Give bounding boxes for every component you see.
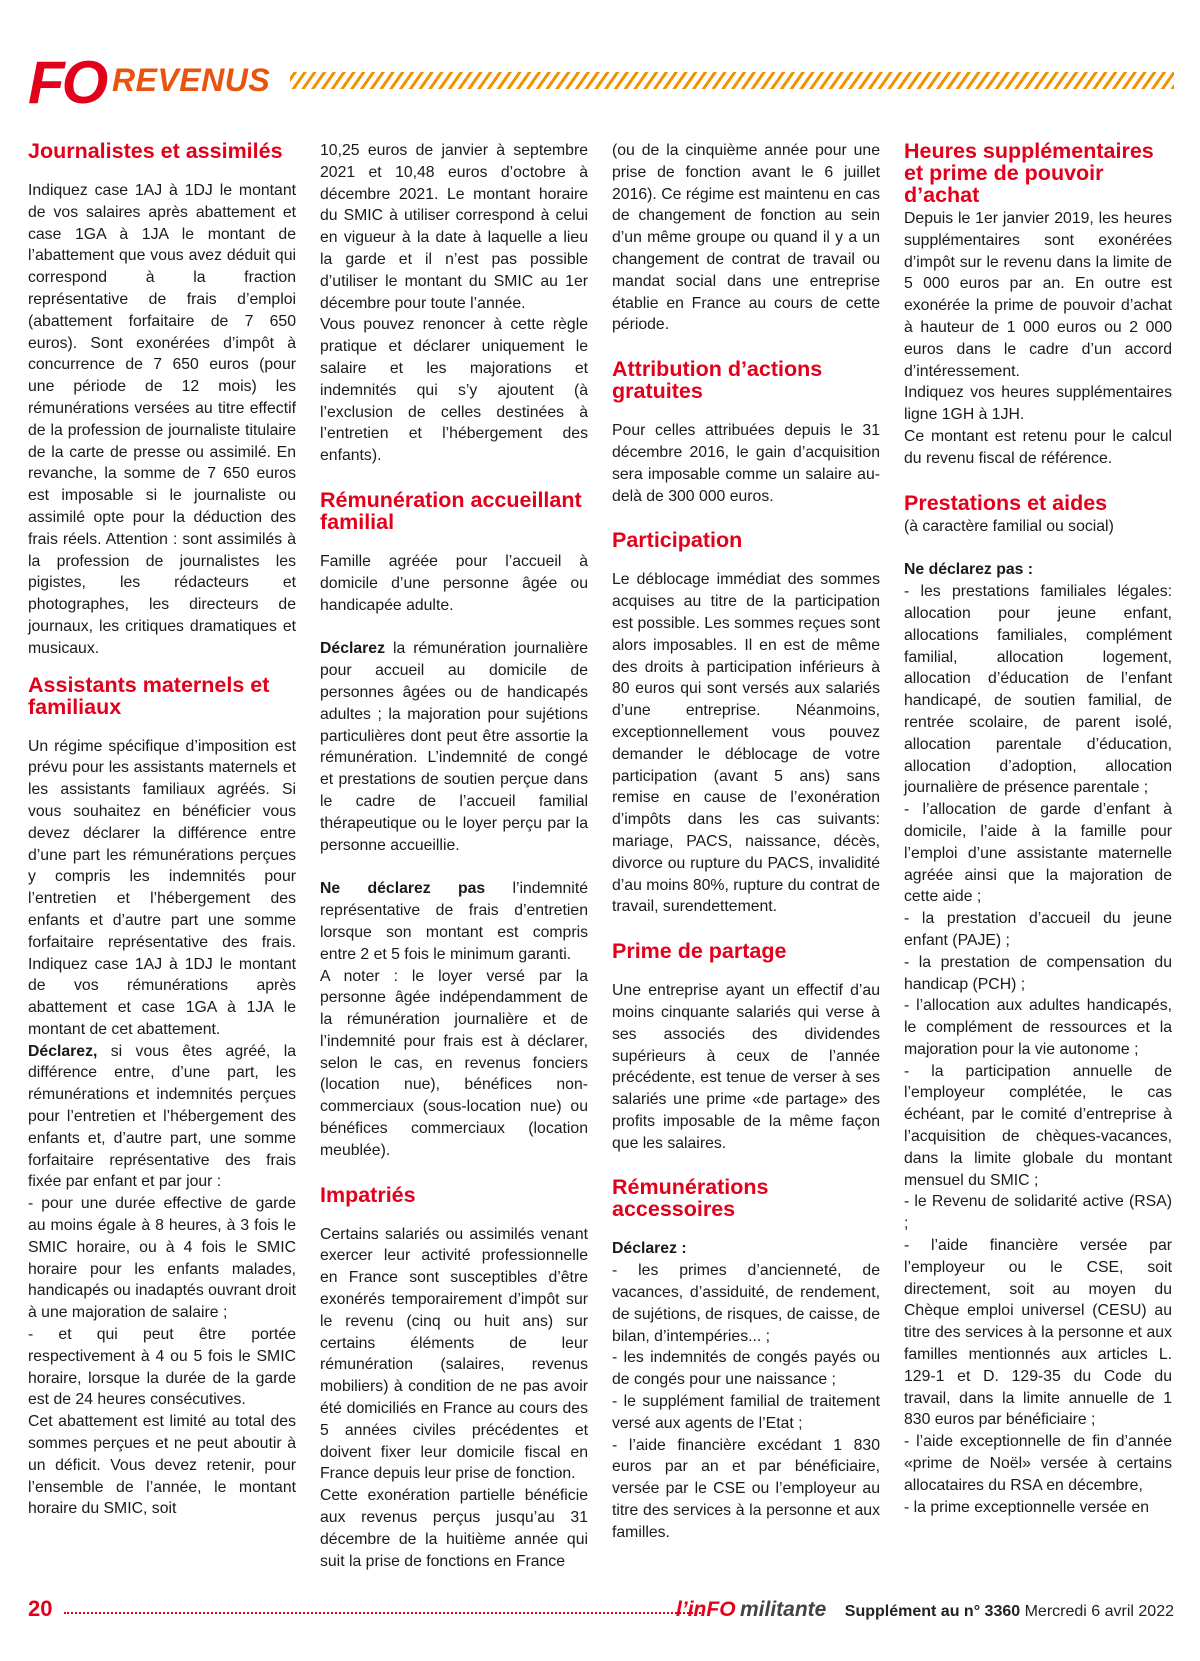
- declarez-text: la rémunération journalière pour accueil au domicile de personnes âgées ou de handicapés adultes ; la majoration pour sujétions particulières dont peut être assortie la rémunération. L’indemnité de congé et prestations de soutien perçue dans le cadre de l’accueil familial thérapeutique ou le loyer perçu par la personne accueillie.: [320, 640, 588, 854]
- publication-info: [676, 1598, 1174, 1622]
- heading-prestations: Prestations et aides: [904, 490, 1108, 515]
- paragraph-declarez: [320, 638, 588, 856]
- column-1: [28, 140, 296, 1520]
- issue-date: Mercredi 6 avril 2022: [1024, 1603, 1174, 1620]
- list-item: - la participation annuelle de l’employeur complétée, le cas échéant, par le comité d’entreprise à l’acquisition de chèques-vacances, dans la limite globale du montant mensuel du SMIC ;: [904, 1062, 1172, 1189]
- list-item: - le supplément familial de traitement versé aux agents de l’Etat ;: [612, 1393, 880, 1432]
- column-2: [320, 140, 588, 1572]
- paragraph-abattement: Cet abattement est limité au total des sommes perçues et ne peut aboutir à un déficit. Vous devez retenir, pour l’ensemble de l’année, le montant horaire du SMIC, soit: [28, 1413, 296, 1518]
- bold-declarez: Déclarez :: [612, 1240, 687, 1258]
- heading-prime-partage: Prime de partage: [612, 939, 787, 964]
- heading-heures-supplementaires: Heures supplémentaires et prime de pouvoir d’achat: [904, 139, 1154, 207]
- paragraph-impatries: Certains salariés ou assimilés venant exercer leur activité professionnelle en France sont susceptibles d’être exonérés temporairement d’impôt sur le revenu (cinq ou huit ans) sur certains éléments de leur rémunération (salaires, revenus mobiliers) à condition de ne pas avoir été domiciliés en France au cours des 5 années civiles précédentes et doivent fixer leur domicile fiscal en France depuis leur prise de fonction.: [320, 1225, 588, 1483]
- list-item: - la prime exceptionnelle versée en: [904, 1498, 1149, 1516]
- list-item: - les primes d’ancienneté, de vacances, d’assiduité, de rendement, de sujétions, de risques, de caisse, de bilan, d’intempéries... ;: [612, 1262, 880, 1345]
- hatched-rule: [290, 72, 1174, 89]
- paragraph-exoneration: Cette exonération partielle bénéficie aux revenus perçus jusqu’au 31 décembre de la huitième année qui suit la prise de fonctions en France: [320, 1487, 588, 1570]
- fo-logo: FO: [28, 49, 106, 116]
- paragraph-renoncer: Vous pouvez renoncer à cette règle pratique et déclarer uniquement le salaire et les majorations et indemnités qui s’y ajoutent (à l’exclusion de celles destinées à l’entretien et l’hébergement des enfants).: [320, 316, 588, 465]
- paragraph-montant: Ce montant est retenu pour le calcul du revenu fiscal de référence.: [904, 427, 1172, 467]
- list-item: - les indemnités de congés payés ou de congés pour une naissance ;: [612, 1349, 880, 1389]
- list-item: - l’aide exceptionnelle de fin d’année «prime de Noël» versée à certains allocataires du RSA en décembre,: [904, 1433, 1172, 1494]
- publication-brand: l’inFO: [676, 1598, 736, 1621]
- paragraph-declarez: [28, 1041, 296, 1194]
- paragraph-prime-partage: Une entreprise ayant un effectif d’au moins cinquante salariés qui verse à ses associés des dividendes supérieurs à ceux de l’année précédente, est tenue de verser à ses salariés une prime «de partage» des profits imposable de la même façon que les salaires.: [612, 982, 880, 1152]
- paragraph-ne-declarez-pas: [320, 878, 588, 965]
- heading-attribution: Attribution d’actions gratuites: [612, 357, 823, 404]
- paragraph-famille: Famille agréée pour l’accueil à domicile d’une personne âgée ou handicapée adulte.: [320, 552, 588, 614]
- heading-impatries: Impatriés: [320, 1182, 416, 1207]
- paragraph-a-noter: A noter : le loyer versé par la personne âgée indépendamment de la rémunération journalière et de l’indemnité pour frais est à déclarer, selon le cas, en revenus fonciers (location nue), bénéfices non-commerciaux (sous-location nue) ou bénéfices commerciaux (location meublée).: [320, 967, 588, 1159]
- list-item: - le Revenu de solidarité active (RSA) ;: [904, 1193, 1172, 1233]
- paragraph-assistants: Un régime spécifique d’imposition est prévu pour les assistants maternels et les assistants familiaux agréés. Si vous souhaitez en bénéficier vous devez déclarer la différence entre d’une part les rémunérations perçues y compris les indemnités pour l’entretien et l’hébergement des enfants et d’autre part une somme forfaitaire représentative des frais. Indiquez case 1AJ à 1DJ le montant de vos rémunérations après abattement et case 1GA à 1JA le montant de cet abattement.: [28, 737, 296, 1038]
- list-item: - la prestation de compensation du handicap (PCH) ;: [904, 953, 1172, 993]
- label-declarez: [612, 1238, 880, 1260]
- dotted-rule: [64, 1612, 704, 1614]
- list-item: - l’aide financière versée par l’employeur ou le CSE, soit directement, soit au moyen du Chèque emploi universel (CESU) au titre des services à la personne et aux familles mentionnés aux articles L. 129-1 et D. 129-35 du Code du travail, dans la limite annuelle de 1 830 euros par bénéficiaire ;: [904, 1237, 1172, 1429]
- label-ne-declarez-pas: [904, 559, 1172, 581]
- paragraph-indiquez: Indiquez vos heures supplémentaires ligne 1GH à 1JH.: [904, 384, 1172, 424]
- bold-ne-declarez-pas: Ne déclarez pas: [320, 880, 486, 898]
- heading-assistants: Assistants maternels et familiaux: [28, 672, 270, 719]
- heading-remunerations-accessoires: Rémunérations accessoires: [612, 1175, 769, 1222]
- subtitle-prestations: (à caractère familial ou social): [904, 517, 1114, 535]
- page-number: 20: [28, 1596, 53, 1621]
- page-header: [28, 49, 1174, 116]
- column-4: [904, 140, 1172, 1518]
- heading-participation: Participation: [612, 528, 743, 553]
- list-item: - et qui peut être portée respectivement à 4 ou 5 fois le SMIC horaire, lorsque la durée de la garde est de 24 heures consécutives.: [28, 1326, 296, 1409]
- bold-ne-declarez-pas: Ne déclarez pas :: [904, 561, 1034, 579]
- paragraph-participation: Le déblocage immédiat des sommes acquises au titre de la participation est possible. Les sommes reçues sont alors imposables. Il en est de même des droits à participation inférieurs à 80 euros qui sont versés aux salariés d’une entreprise. Néanmoins, exceptionnellement vous pouvez demander le déblocage de votre participation (avant 5 ans) sans remise en cause de l’exonération d’impôts dans les cas suivants: mariage, PACS, naissance, décès, divorce ou rupture du PACS, invalidité d’au moins 80%, rupture du contrat de travail, surendettement.: [612, 571, 880, 916]
- issue-supplement: Supplément au n° 3360: [844, 1603, 1021, 1620]
- bold-declarez: Déclarez,: [28, 1042, 98, 1060]
- heading-remuneration-accueillant: Rémunération accueillant familial: [320, 487, 582, 534]
- column-3: [612, 140, 880, 1544]
- paragraph-regime: (ou de la cinquième année pour une prise de fonction avant le 6 juillet 2016). Ce régime est maintenu en cas de changement de fonction au sein d’un même groupe ou quand il y a un changement de contrat de travail ou mandat social dans une entreprise établie en France au cours de cette période.: [612, 142, 880, 334]
- paragraph-heures: Depuis le 1er janvier 2019, les heures supplémentaires sont exonérées d’impôt sur le revenu dans la limite de 5 000 euros par an. En outre est exonérée la prime de pouvoir d’achat à hauteur de 1 000 euros ou 2 000 euros dans le cadre d’un accord d’intéressement.: [904, 210, 1172, 380]
- list-item: - l’allocation aux adultes handicapés, le complément de ressources et la majoration pour la vie autonome ;: [904, 997, 1172, 1058]
- list-item: - pour une durée effective de garde au moins égale à 8 heures, à 3 fois le SMIC horaire, ou à 4 fois le SMIC horaire pour les enfants malades, handicapés ou inadaptés ouvrant droit à une majoration de salaire ;: [28, 1195, 296, 1322]
- bold-declarez: Déclarez: [320, 640, 385, 658]
- list-item: - la prestation d’accueil du jeune enfant (PAJE) ;: [904, 910, 1172, 949]
- page-footer: [28, 1590, 1174, 1630]
- publication-name: militante: [739, 1598, 827, 1621]
- list-item: - l’allocation de garde d’enfant à domicile, l’aide à la famille pour l’emploi d’une assistante maternelle agréée ainsi que la majoration de cette aide ;: [904, 801, 1172, 906]
- paragraph-smic: 10,25 euros de janvier à septembre 2021 et 10,48 euros d’octobre à décembre 2021. Le montant horaire du SMIC à utiliser correspond à celui en vigueur à la date à laquelle a lieu la garde et il n’est pas possible d’utiliser le montant du SMIC au 1er décembre pour toute l’année.: [320, 142, 588, 312]
- declarez-text: si vous êtes agréé, la différence entre, d’une part, les rémunérations et indemnités perçues pour l’entretien et l’hébergement des enfants et, d’autre part, une somme forfaitaire représentative des frais fixée par enfant et par jour :: [28, 1042, 296, 1191]
- list-item: - les prestations familiales légales: allocation pour jeune enfant, allocations familiales, complément familial, allocation logement, allocation d’éducation de l’enfant handicapé, de soutien familial, de rentrée scolaire, de parent isolé, allocation parentale d’éducation, allocation d’adoption, allocation journalière de présence parentale ;: [904, 583, 1172, 797]
- paragraph-attribution: Pour celles attribuées depuis le 31 décembre 2016, le gain d’acquisition sera imposable comme un salaire au-delà de 300 000 euros.: [612, 422, 880, 505]
- section-title: REVENUS: [112, 62, 271, 98]
- paragraph-journalistes: Indiquez case 1AJ à 1DJ le montant de vos salaires après abattement et case 1GA à 1JA le montant de l’abattement que vous avez déduit qui correspond à la fraction représentative de frais d’emploi (abattement forfaitaire de 7 650 euros). Sont exonérées d’impôt à concurrence de 7 650 euros (pour une période de 12 mois) les rémunérations versées au titre effectif de la profession de journaliste titulaire de la carte de presse ou assimilé. En revanche, la somme de 7 650 euros est imposable si le journaliste ou assimilé opte pour la déduction des frais réels. Attention : sont assimilés à la profession de journalistes les pigistes, les rédacteurs et photographes, les directeurs de journaux, les critiques dramatiques et musicaux.: [28, 182, 296, 657]
- list-item: - l’aide financière excédant 1 830 euros par an et par bénéficiaire, versée par le CSE ou l’employeur au titre des services à la personne et aux familles.: [612, 1436, 880, 1541]
- heading-journalistes: Journalistes et assimilés: [28, 139, 283, 163]
- ne-declarez-text: l’indemnité représentative de frais d’entretien lorsque son montant est compris entre 2 et 5 fois le minimum garanti.: [320, 880, 588, 963]
